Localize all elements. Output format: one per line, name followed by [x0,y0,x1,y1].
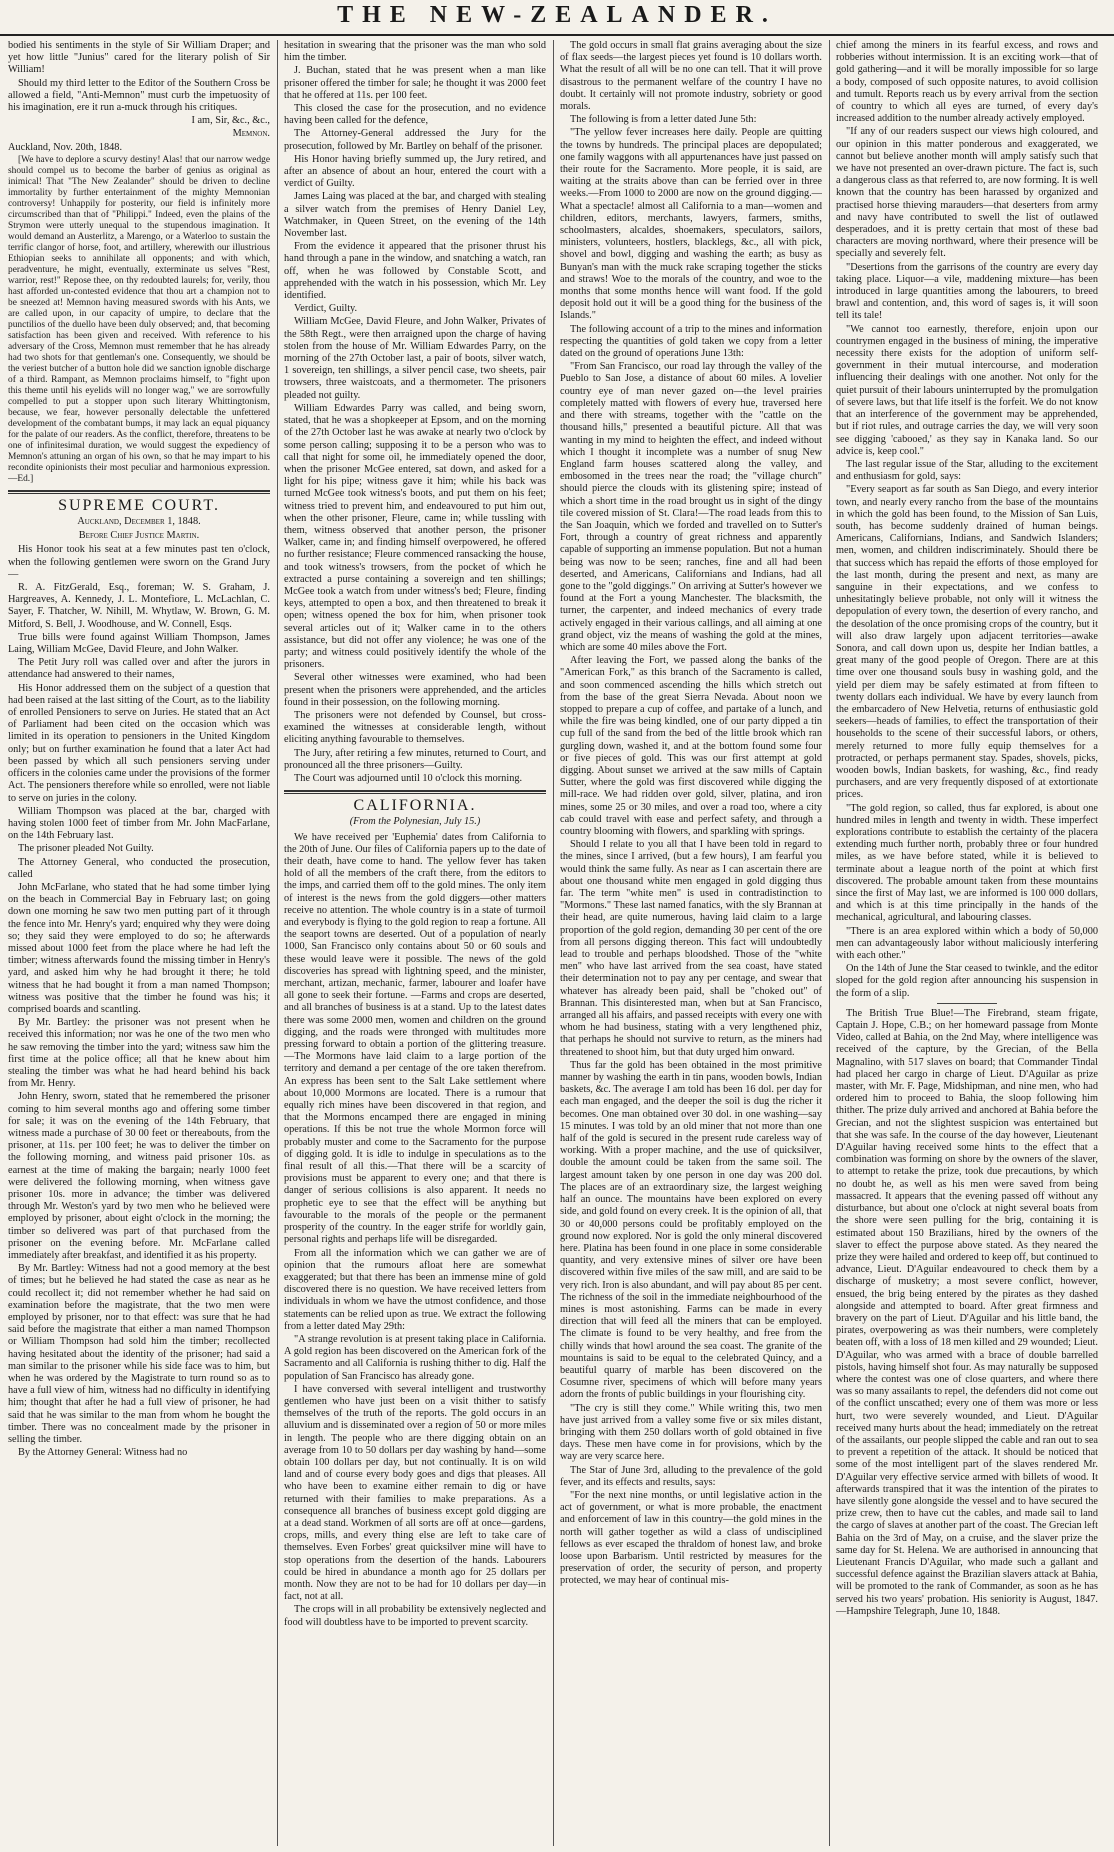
article-paragraph: "Every seaport as far south as San Diego, and every interior town, and nearly every rancho from the base of the mountains in which the gold has been found, to the Mission of San Luis, south, has become suddenly drained of human beings. Americans, Californians, Indians, and Sandwich Islanders; men, women, and children indiscriminately. Should there be that success which has repaid the efforts of those employed for the last month, during the present and next, as many are sanguine in their expectations, and we confess to unhesitatingly believe probable, not only will it witness the depopulation of every town, the desertion of every rancho, and the desolation of the once promising crops of the country, but it will also draw largely upon adjacent territories—awake Sonora, and call down upon us, despite her Indian battles, a great many of the good people of Oregon. There are at this time over one thousand souls busy in washing gold, and the yield per diem may be safely estimated at from fifteen to twenty dollars each individual. We have by every launch from the embarcadero of New Helvetia, returns of enthusiastic gold seekers—heads of families, to effect the transportation of their households to the scene of their successful labors, or others, merely returned to more fully equip themselves for a protracted, or perhaps permanent stay. Spades, shovels, picks, wooden bowls, Indian baskets, for washing, &c., find ready purchasers, and are very frequently disposed of at extortionate prices. [836,484,1098,801]
letter-paragraph: Should my third letter to the Editor of the Southern Cross be allowed a field, "Anti-Memnon" must curb the impetuosity of his imagination, ere it run a-muck through his critiques. [8,77,270,114]
article-paragraph: The gold occurs in small flat grains averaging about the size of flax seeds—the largest pieces yet found is 10 dollars worth. What the result of all will be no one can tell. That it will prove disastrous to the permanent welfare of the country I have no doubt. It certainly will not promote industry, sobriety or good morals. [560,40,822,113]
article-paragraph: The Court was adjourned until 10 o'clock this morning. [294,772,523,784]
column-divider [553,40,554,1846]
article-paragraph: The Attorney-General addressed the Jury for the prosecution, followed by Mr. Bartley on behalf of the prisoner. [284,128,546,152]
short-divider [937,1003,997,1004]
article-paragraph: John Henry, sworn, stated that he remembered the prisoner coming to him several months ago and offering some timber for sale; it was on the evening of the 14th February, that witness made a purchase of 30 00 feet or thereabouts, from the prisoner, at 11s. per 100 feet; he was to deliver the timber on the following morning, and witness paid prisoner 10s. as earnest at the time of making the bargain; nearly 1000 feet were delivered the following morning, when witness gave prisoner 10s. more in advance; the timber was delivered through Mr. Weston's yard by two men who he believed were employed by prisoner, about eight o'clock in the morning; the timber so delivered was part of that purchased from the prisoner on the evening before. Mr. McFarlane called immediately after breakfast, and identified it as his property. [8,1091,270,1262]
letter-dateline: Auckland, Nov. 20th, 1848. [8,141,123,153]
article-paragraph: "For the next nine months, or until legislative action in the act of government, or what is more probable, the enactment and enforcement of law in this country—the gold mines in the north will gather together as wild a class of undisciplined fellows as ever escaped the thraldom of honest law, and broke loose upon Barbarism. Until restricted by measures for the preservation of order, the security of person, and property protected, we may hear of continual mis- [560,1489,822,1587]
masthead [0,0,1114,36]
article-paragraph: "There is an area explored within which a body of 50,000 men can advantageously labor without maliciously interfering with each other." [836,925,1098,962]
court-dateline: Auckland, December 1, 1848. [77,516,201,528]
article-paragraph: His Honor took his seat at a few minutes past ten o'clock, when the following gentlemen were sworn on the Grand Jury— [8,544,270,580]
column-2 [284,40,546,1846]
article-paragraph: William McGee, David Fleure, and John Walker, Privates of the 58th Regt., were then arraigned upon the charge of having stolen from the house of Mr. William Edwardes Parry, on the morning of the 27th October last, a pair of boots, silver watch, 1 sovereign, ten shillings, a silver pencil case, two sheets, pair trowsers, three waistcoats, and a thermometer. The prisoners pleaded not guilty. [284,316,546,401]
article-paragraph: The last regular issue of the Star, alluding to the excitement and enthusiasm for gold, says: [836,458,1098,483]
section-divider [8,490,270,494]
article-paragraph: James Laing was placed at the bar, and charged with stealing a silver watch from the premises of Henry Daniel Ley, Watchmaker, in Queen Street, on the evening of the 14th November last. [284,191,546,240]
article-paragraph: The prisoners were not defended by Counsel, but cross-examined the witnesses at considerable length, without eliciting anything favourable to themselves. [284,709,546,746]
article-paragraph: I have conversed with several intelligent and trustworthy gentlemen who have just been on a visit thither to satisfy themselves of the truth of the reports. The gold occurs in an alluvium and is disseminated over a region of 50 or more miles in length. The people who are there digging obtain on an average from 10 to 50 dollars per day washing by hand—some obtain 100 dollars per day, but not continually. It is on wild land and of course every body goes and digs that pleases. All who have been to examine either remain to dig or have returned with their families to make preparations. As a consequence all branches of business except gold digging are at a dead stand. Workmen of all sorts are off at once—gardens, crops, mills, and every thing else are left to take care of themselves. Even Forbes' great quicksilver mine will have to stop operations from the desertion of the hands. Labourers could be hired in abundance a month ago for 25 dollars per month. Now they are not to be had for 10 dollars per day—in fact, not at all. [284,1383,546,1603]
section-divider [284,790,546,794]
article-source: (From the Polynesian, July 15.) [349,816,481,828]
article-paragraph: From all the information which we can gather we are of opinion that the rumours afloat here are somewhat exaggerated; but that there has been an immense mine of gold discovered there is no question. We have received letters from individuals in whom we have the utmost confidence, and those statements can be relied upon as true. We extract the following from a letter dated May 29th: [284,1247,546,1332]
column-1 [8,40,270,1846]
article-paragraph: The Star of June 3rd, alluding to the prevalence of the gold fever, and its effects and results, says: [560,1464,822,1488]
article-paragraph: The Petit Jury roll was called over and after the jurors in attendance had answered to their names, [8,657,270,681]
court-presiding-judge: Before Chief Justice Martin. [78,530,200,542]
article-paragraph: "Desertions from the garrisons of the country are every day taking place. Liquor—a vile, maddening mixture—has been introduced in large quantities among the labourers, to breed brawl and contention, and, this word of sages is, it will soon tell its tale! [836,261,1098,322]
article-paragraph: We have received per 'Euphemia' dates from California to the 20th of June. Our files of California papers up to the date of their death, have come to hand. The yellow fever has taken hold of all the members of the craft there, from the editors to the imps, and carried them off to the gold mines. The only item of interest is the news from the gold diggers—other matters receive no attention. The whole country is in a state of turmoil and everybody is flying to the gold region to reap a fortune. All the seaport towns are deserted. Out of a population of nearly 1000, San Francisco only contains about 50 or 60 souls and these would leave were it possible. The news of the gold discoveries has spread with lightning speed, and the minister, merchant, artizan, mechanic, farmer, labourer and loafer have all gone to seek their fortune. —Farms and crops are deserted, and all branches of business is at a stand. Up to the latest dates there was some 2000 men, women and children on the ground digging, and the roads were thronged with multitudes more pressing forward to obtain a portion of the glittering treasure.—The Mormons have laid claim to a large portion of the territory and demand a per centage of the ore taken therefrom. An express has been sent to the Salt Lake settlement where about 10,000 Mormons are located. There is a rumour that equally rich mines have been discovered in that region, and that the Mormons encamped there are engaged in mining operations. If this be not true the whole Mormon force will probably muster and come to the Sacramento for the purpose of digging gold. It is idle to indulge in speculations as to the final result of all this.—That there will be a scarcity of provisions must be apparent to every one; and that there is danger of serious collisions is also apparent. It needs no prophetic eye to see that the effect will be anything but favourable to the morals of the people or the permanent prosperity of the country. In the eager strife for worldly gain, personal rights and perhaps life will be disregarded. [284,831,546,1246]
article-paragraph: By the Attorney General: Witness had no [18,1447,188,1459]
article-paragraph: "A strange revolution is at present taking place in California. A gold region has been discovered on the American fork of the Sacramento and all California is rushing thither to dig. Half the population of San Francisco has already gone. [284,1333,546,1382]
article-paragraph: Thus far the gold has been obtained in the most primitive manner by washing the earth in tin pans, wooden bowls, Indian baskets, &c. The average I am told has been 16 dol. per day for each man engaged, and the deeper the soil is dug the richer it becomes. One man obtained over 30 dol. in one washing—say 15 minutes. I was told by an old miner that not more than one half of the gold is secured in the present rude careless way of working. With a proper machine, and the use of quicksilver, double the amount could be taken from the same soil. The largest amount taken by one person in one day was 200 dol. The places are of an extraordinary size, the largest weighing half an ounce. The mountains have been explored on every side, and gold found on every creek. It is the opinion of all, that 30 or 40,000 persons could be profitably employed on the ground now explored. Nor is gold the only mineral discovered here. Platina has been found in one place in some considerable quantity, and very extensive mines of silver ore have been discovered within five miles of the saw mill, and are said to be very rich. Iron is also abundant, and will pay about 85 per cent. The richness of the soil in the immediate neighbourhood of the mines is most astonishing. Farms can be made in every direction that will feed all the miners that can be employed. The climate is found to be very healthy, and free from the chilly winds that howl around the sea coast. The granite of the mountains is said to be equal to the celebrated Quincy, and a beautiful quarry of marble has been discovered on the Cosumne river, specimens of which will before many years adorn the fronts of public buildings in your flourishing city. [560,1059,822,1401]
article-paragraph: R. A. FitzGerald, Esq., foreman; W. S. Graham, J. Hargreaves, A. Kennedy, J. L. Montefiore, L. McLachlan, C. Sayer, F. Thatcher, W. Nihill, M. Whytlaw, W. Brown, G. M. Mitford, S. Bell, J. Woodhouse, and W. Connell, Esqs. [8,582,270,630]
letter-closing: I am, Sir, &c., &c., [191,115,270,127]
article-paragraph: After leaving the Fort, we passed along the banks of the "American Fork," as this branch of the Sacramento is called, and soon commenced ascending the hills which stretch out from the base of the great Sierra Nevada. About noon we stopped to prepare a cup of coffee, and partake of a lunch, and while the fire was being kindled, one of our party dipped a tin cup full of the sand from the bed of the little brook which ran gurgling down, washed it, and at the bottom found some four or five pieces of gold. This was our first attempt at gold digging. About sunset we arrived at the saw mills of Captain Sutter, where the gold was first discovered while digging the mill-race. We had ridden over gold, silver, platina, and iron mines, some 25 or 30 miles, and over a road too, where a city cab could travel with ease and perfect safety, and through a country blooming with flowers, and sparkling with springs. [560,655,822,837]
article-paragraph: The Attorney General, who conducted the prosecution, called [8,856,270,880]
article-paragraph: Several other witnesses were examined, who had been present when the prisoners were apprehended, and the articles found in their possession, on the following morning. [284,672,546,708]
article-paragraph: "The yellow fever increases here daily. People are quitting the towns by hundreds. The principal places are depopulated; one family waggons with all appurtenances have just passed on their route for the Sacramento. More people, it is said, are waiting at the straits above than can be ferried over in three weeks.—From 1000 to 2000 are now on the ground digging.—What a spectacle! almost all California to a man—women and children, editors, merchants, lawyers, farmers, smiths, schoolmasters, alcaldes, shoemakers, speculators, sailors, ministers, volunteers, hostlers, blacklegs, &c., all with pick, shovel and bowl, digging and washing the earth; as busy as Bunyan's man with the muck rake scraping together the sticks and straws! Woe to the morals of the country, and woe to the months that some months hence will want food. If the gold deposit hold out it will be a good thing for the business of the Islands." [560,127,822,322]
article-paragraph: William Thompson was placed at the bar, charged with having stolen 1000 feet of timber from Mr. John MacFarlane, on the 14th February last. [8,805,270,842]
column-divider [829,40,830,1846]
article-paragraph: "We cannot too earnestly, therefore, enjoin upon our countrymen engaged in the business of mining, the imperative necessity there exists for the adoption of uniform self-government in their mutual intercourse, and moderation influencing their dealings with one another. Not only for the quiet pursuit of their labours uninterrupted by the promulgation of severe laws, but that life itself is the forfeit. We do not know that an interference of the government may be apprehended, but if riot rules, and outrage carries the day, we will very soon see digging 'cabooed,' as they say in Kanaka land. So our advice is, keep cool." [836,323,1098,457]
article-paragraph: True bills were found against William Thompson, James Laing, William McGee, David Fleure, and John Walker. [8,631,270,656]
letter-signature: Memnon. [232,128,270,140]
article-paragraph: hesitation in swearing that the prisoner was the man who sold him the timber. [284,40,546,64]
article-paragraph: On the 14th of June the Star ceased to twinkle, and the editor sloped for the gold region after announcing his suspension in the form of a slip. [836,963,1098,999]
article-paragraph: Verdict, Guilty. [294,303,358,315]
article-paragraph: The following account of a trip to the mines and information respecting the quantities of gold taken we copy from a letter dated on the ground of operations June 13th: [560,323,822,360]
article-paragraph: The prisoner pleaded Not Guilty. [18,843,154,855]
newspaper-page [8,40,1106,1846]
newspaper-title: THE NEW-ZEALANDER. [337,2,777,28]
editor-note: [We have to deplore a scurvy destiny! Alas! that our narrow wedge should compel us to become the barber of genius as original as inimical! That "The New Zealander" should be driven to decline immortality by further entertainment of the mighty Memnonian controversy! Unhappily for posterity, our field is infinitely more circumscribed than that of "Philippi." Indeed, even the plains of the Strymon were utterly unequal to the stupendous imagination. It would demand an Austerlitz, a Marengo, or a Waterloo to sustain the terrific clangor of horse, foot, and artillery, wherewith our illustrious Ethiopian seeks to annihilate all opponents; and with which, peradventure, he might, eventually, exterminate us selves "Rest, warrior, rest!" Repose thee, on thy redoubted laurels; for, verily, thou hast afforded un-contested evidence that thou art a champion not to be sneezed at! Memnon having measured swords with his Ants, we are called upon, in our capacity of umpire, to declare that the punctilios of the duello have been duly observed; and, that becoming satisfaction has been given and received. With reference to his adversary of the Cross, Memnon must remember that he has already had two shots for that gentleman's one. Consequently, we should be the veriest butcher of a button hole did we sanction ignoble discharge of a third. Rampant, as Memnon proclaims himself, to "fight upon this theme until his eyelids will no longer wag," we are sorrowfully compelled to put a stopper upon such literary Whittingtonism, because, we fear, however personally delectable the unfettered development of the combatant bumps, it may lack an equal piquancy for the palate of our readers. As the conflict, therefore, threatens to be one of infinitesimal duration, we would suggest the expediency of Memnon's attuning an organ of his own, so that he may impart to his recondite opinionists their most peculiar and harmonious expression.—Ed.] [8,154,270,484]
article-paragraph: His Honor having briefly summed up, the Jury retired, and after an absence of about an hour, entered the court with a verdict of Guilty. [284,153,546,190]
article-paragraph: Should I relate to you all that I have been told in regard to the mines, since I arrived, (but a few hours), I am fearful you would think the same fully. As near as I can ascertain there are about one thousand white men engaged in gold digging thus far. The term "white men" is used in contradistinction to "Mormons." These last named fanatics, with the sly Brannan at their head, are quite numerous, having laid claim to a large proportion of the gold region, demanding 30 per cent of the ore from all persons digging thereon. This fact will undoubtedly lead to trouble and perhaps bloodshed. Those of the "white men" who have last arrived from the sea coast, have stated their determination not to pay any per centage, and swear that whatever has already been paid, shall be "choked out" of Brannan. This disinterested man, when but at San Francisco, arranged all his affairs, and passed receipts with every one with whom he had business, stating with a very lengthened phiz, that perhaps he should not survive to return, as the miners had threatened to shoot him, but that duty urged him onward. [560,839,822,1058]
article-paragraph: The crops will in all probability be extensively neglected and food will doubtless have to be imported to prevent scarcity. [284,1604,546,1628]
article-paragraph: By Mr. Bartley: the prisoner was not present when he received this information; nor was he one of the two men who he saw removing the timber into the yard; witness saw him the first time at the police office; all that he knew about him stealing the timber was what he had heard behind his back from Mr. Henry. [8,1017,270,1090]
letter-paragraph: bodied his sentiments in the style of Sir William Draper; and yet how little "Junius" cared for the literary polish of Sir William! [8,40,270,76]
article-paragraph: By Mr. Bartley: Witness had not a good memory at the best of times; but he believed he had stated the case as near as he could recollect it; did not remember whether he had said on examination before the magistrate, that the two men were employed by prisoner, nor to that effect: was sure that he had said before the magistrate that either a man named Thompson or William Thompson had sold him the timber; recollected having hesitated about the identity of the prisoner; had said a man similar to the prisoner while his side face was to him, but when he was ordered by the Magistrate to turn round so as to have a full view of him, witness had no difficulty in identifying him; thought that after he had a full view of prisoner, he had said that he was similar to the man from whom he bought the timber. There was no concealment made by the prisoner in selling the timber. [8,1263,270,1446]
section-heading-supreme-court: SUPREME COURT. [58,496,220,514]
article-paragraph: His Honor addressed them on the subject of a question that had been raised at the last sitting of the Court, as to the liability of enrolled Pensioners to serve on Juries. He stated that an Act of Parliament had been cited on the occasion which was limited in its operation to pensioners in the United Kingdom only; but on further examination he found that a later Act had been passed by which all such pensioners serving under officers in the colonies came under the provisions of the former Act. The pensioners therefore while so enrolled, were not liable to serve on juries in the colony. [8,682,270,804]
section-heading-california: CALIFORNIA. [353,797,477,815]
article-paragraph: William Edwardes Parry was called, and being sworn, stated, that he was a shopkeeper at Epsom, and on the morning of the 27th October last he was awake at nearly two o'clock by some person calling; supposing it to be a person who was to call that night for some oil, he immediately opened the door, when the prisoner McGee entered, sat down, and asked for a light for his pipe; witness gave it him; while his back was turned McGee took witness's boots, and put them on his feet; witness tried to prevent him, and endeavoured to put him out, when the other prisoner, Fleure, came in; while tussling with them, witness observed that another person, the prisoner Walker, came in; and finding himself overpowered, he offered no further resistance; Fleure commenced ransacking the house, and took witness's trowsers, from the pocket of which he extracted a purse containing a sovereign and ten shillings; McGee took a watch from under witness's bed; Fleure, finding keys, attempted to open a box, and then threatened to break it open; witness opened the box for him, when prisoner took several articles out of it; Walker came in to the others assistance, but did not offer any violence; he was one of the party; and witness could positively identify the whole of the prisoners. [284,402,546,671]
column-divider [277,40,278,1846]
column-3 [560,40,822,1846]
article-paragraph: This closed the case for the prosecution, and no evidence having been called for the defence, [284,103,546,127]
article-paragraph: "The cry is still they come." While writing this, two men have just arrived from a valley some five or six miles distant, bringing with them 250 dollars worth of gold obtained in five days. These men have come in for provisions, which by the way are very scarce here. [560,1402,822,1463]
article-paragraph: chief among the miners in its fearful excess, and rows and robberies without intermission. It is an exciting work—that of gold gathering—and it will be morally impossible for so large a body, composed of such opposite natures, to avoid collision and tumult. Reports reach us by every arrival from the section of country to which all eyes are turned, of every day's increased addition to the number already actively employed. [836,40,1098,125]
article-paragraph: The Jury, after retiring a few minutes, returned to Court, and pronounced all the three prisoners—Guilty. [284,747,546,771]
article-paragraph: From the evidence it appeared that the prisoner thrust his hand through a pane in the window, and snatching a watch, ran off, when he was followed by Constable Scott, and apprehended with the watch in his possession, which Mr. Ley identified. [284,241,546,302]
article-paragraph: "If any of our readers suspect our views high coloured, and our opinion in this matter ponderous and exaggerated, we cannot but believe another month will amply satisfy such that we have not presented an over-drawn picture. The fact is, such a dangerous class as that referred to, are now forming. It is well known that the country has been harassed by organized and practised horse thieving marauders—that deserters from army and navy have contributed to swell the list of outlawed desperadoes, and it is pretty certain that most of these bad characters are moving northward, where their presence will be specially and severely felt. [836,126,1098,260]
article-paragraph: J. Buchan, stated that he was present when a man like prisoner offered the timber for sale; he thought it was 2000 feet that he offered at 11s. per 100 feet. [284,65,546,101]
column-4 [836,40,1098,1846]
article-paragraph: John McFarlane, who stated that he had some timber lying on the beach in Commercial Bay in February last; on going down one morning he saw two men putting part of it through the fence into Mr. Henry's yard; enquired why they were doing so; they said they were employed to do so; he afterwards missed about 1000 feet from the place where he had left the timber; witness afterwards found the missing timber in Henry's yard, and asked him why he had brought it there; he told witness that he had bought it from a man named Thompson; witness was positive that the timber he found was his; it comprised boards and scantling. [8,881,270,1015]
article-paragraph: "From San Francisco, our road lay through the valley of the Pueblo to San Jose, a distance of about 60 miles. A lovelier country eye of man never gazed on—the level prairies completely matted with flowers of every hue, traversed here and there with streams, together with the "cattle on the thousand hills," presented a beautiful picture. All that was wanting in my mind to heighten the effect, and indeed without which I thought it incomplete was a number of snug New England farm houses scattered along the valley, and embosomed in the trees near the road; the "village church" should pierce the clouds with its glistening spire; instead of which a short time in the road brought us in sight of the dingy tile covered mission of St. Clara!—The road leads from this to the San Joaquin, which we forded and travelled on to Sutter's Fort, through a country of great richness and apparently capable of supporting an immense population. But not a human being was now to be seen; ranches, fine and all had been deserted, and Americans, Californians and Indians, had all gone to the "gold diggings." On arriving at Sutter's however we found at the Fort a young Manchester. The blacksmith, the turner, the carpenter, and indeed mechanics of every trade actively engaged in their various callings, and all aiming at one grand object, viz the means of washing the gold at the mines, which are some 40 miles above the Fort. [560,361,822,653]
article-paragraph: "The gold region, so called, thus far explored, is about one hundred miles in length and twenty in width. These imperfect explorations contribute to establish the certainty of the placera extending much further north, probably three or four hundred miles, as we have before stated, while it is believed to terminate about a league north of the point at which first discovered. The probable amount taken from these mountains since the first of May last, we are informed is 100 000 dollars, and which is at this time principally in the hands of the mechanical, agricultural, and labouring classes. [836,802,1098,924]
article-paragraph: The following is from a letter dated June 5th: [570,114,757,126]
article-paragraph: The British True Blue!—The Firebrand, steam frigate, Captain J. Hope, C.B.; on her homeward passage from Monte Video, called at Bahia, on the 2nd May, where intelligence was received of the capture, by the Grecian, of the Bella Magnalino, with 517 slaves on board; that Commander Tindal had placed her cargo in charge of Lieut. D'Aguilar as prize master, with Mr. F. Page, Midshipman, and nine men, who had ordered him to proceed to Bahia, the sloop following him thither. The prize duly arrived and anchored at Bahia before the Grecian, and not the slightest suspicion was entertained but that she was safe. In the course of the day however, Lieutenant D'Aguilar having received some hints to the effect that a combination was forming on shore by the owners of the slaver, to attempt to retake the prize, took due precautions, by which no doubt he, as well as his men were saved from being massacred. It appears that the evening passed off without any disturbance, but about one o'clock at night several boats from the shore were seen pulling for the brig, containing it is estimated about 150 Brazilians, hired by the owners of the slaver to effect the purpose above stated. As they neared the prize they were hailed and ordered to keep off, but continued to advance, Lieut. D'Aguilar endeavoured to check them by a discharge of musketry; a most severe conflict, however, ensued, the brig being entered by the pirates as they dashed alongside and attempted to board. After great firmness and bravery on the part of Lieut. D'Aguilar and his little band, the pirates, overpowering as was their numbers, were completely beaten off, with a loss of 18 men killed and 29 wounded; Lieut. D'Aguilar, who was armed with a brace of double barrelled pistols, having himself shot four. As may naturally be supposed where the contest was one of close quarters, and where there was so many assailants to repel, the defenders did not come out of the conflict unscathed; every one of them was more or less hurt, two were severely wounded, and Lieut. D'Aguilar received many hurts about the head; immediately on the retreat of the assailants, our people slipped the cable and ran out to sea to prevent a repetition of the attack. It should be noticed that some of the most intelligent part of the slaves rendered Mr. D'Aguilar very effective service armed with billets of wood. It afterwards transpired that it was the intention of the pirates to have silently gone alongside the vessel and to have secured the prize crew, then to have cut the cables, and made sail to land the cargo of slaves at another part of the coast. The Grecian left Bahia on the 3rd of May, on a cruise, and the slaver prize the same day for St. Helena. We are authorised in announcing that Lieutenant Francis D'Aguilar, who made such a gallant and successful defence against the Brazilian slavers attack at Bahia, will be promoted to the rank of Commander, as soon as he has served his two years' probation. His seniority is August, 1847.—Hampshire Telegraph, June 10, 1848. [836,1007,1098,1617]
